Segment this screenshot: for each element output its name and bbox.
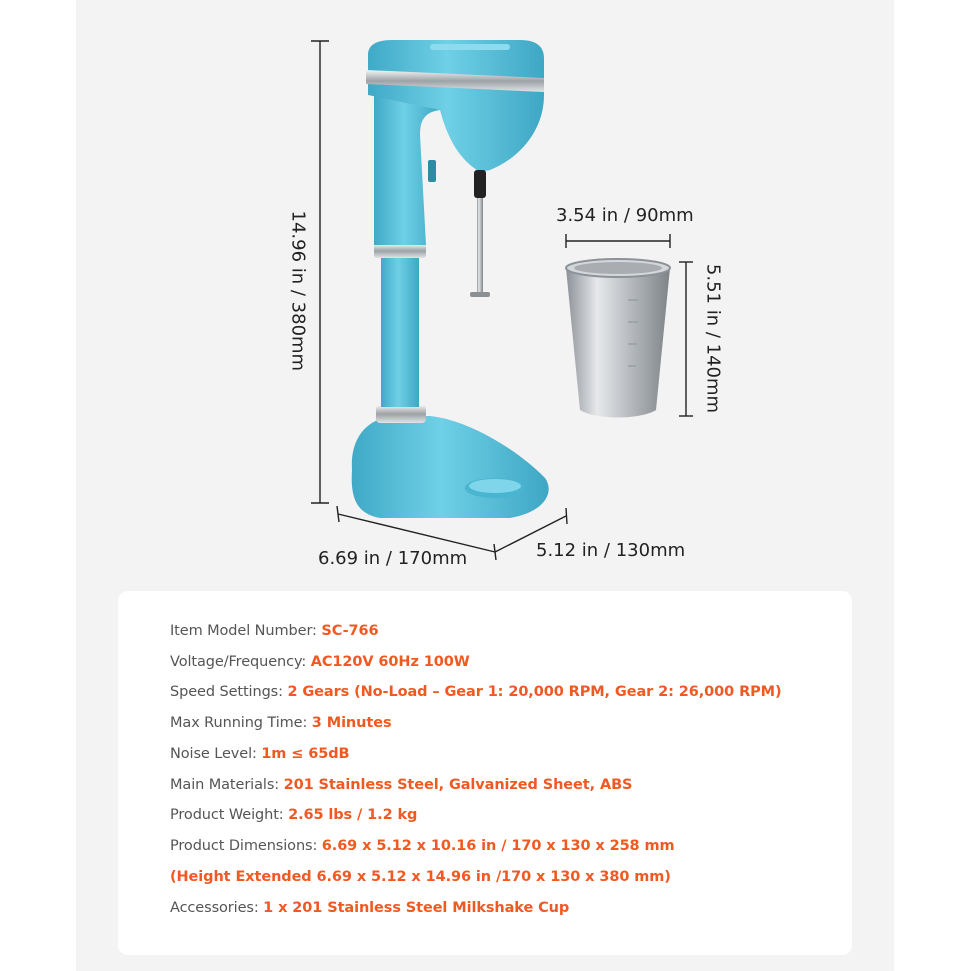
spec-value: (Height Extended 6.69 x 5.12 x 14.96 in /170 x 130 x 380 mm)	[170, 869, 671, 885]
spec-row-materials	[170, 777, 632, 793]
spec-row-model	[170, 623, 378, 639]
spec-label: Product Weight:	[170, 807, 289, 823]
cup-diameter-label: 3.54 in / 90mm	[556, 205, 694, 226]
spec-row-speed	[170, 684, 782, 700]
spec-value: 1m ≤ 65dB	[261, 746, 350, 762]
depth-dimension-label: 5.12 in / 130mm	[536, 540, 686, 561]
spec-label: Noise Level:	[170, 746, 262, 762]
spec-value: 3 Minutes	[311, 715, 392, 731]
spec-value: SC-766	[321, 623, 379, 639]
specifications-card	[118, 591, 852, 955]
stainless-cup	[566, 259, 670, 418]
spec-value: 201 Stainless Steel, Galvanized Sheet, ABS	[283, 777, 633, 793]
spec-row-noise	[170, 746, 349, 762]
spec-row-weight	[170, 807, 417, 823]
height-dimension-label: 14.96 in / 380mm	[287, 210, 309, 372]
spec-value: 1 x 201 Stainless Steel Milkshake Cup	[263, 900, 570, 916]
spec-row-running-time	[170, 715, 391, 731]
spec-row-voltage	[170, 654, 470, 670]
cup-height-label: 5.51 in / 140mm	[702, 263, 724, 414]
drink-mixer-machine	[352, 40, 549, 518]
width-dimension-label: 6.69 in / 170mm	[318, 548, 468, 569]
spec-label: Speed Settings:	[170, 684, 288, 700]
spec-value: 2 Gears (No-Load – Gear 1: 20,000 RPM, Gear 2: 26,000 RPM)	[287, 684, 782, 700]
spec-row-dimensions	[170, 838, 675, 854]
spec-label: Voltage/Frequency:	[170, 654, 311, 670]
spec-value: AC120V 60Hz 100W	[310, 654, 470, 670]
spec-row-accessories	[170, 900, 569, 916]
spec-row-extended-height	[170, 869, 671, 885]
spec-label: Item Model Number:	[170, 623, 322, 639]
spec-value: 6.69 x 5.12 x 10.16 in / 170 x 130 x 258 mm	[321, 838, 675, 854]
spec-label: Accessories:	[170, 900, 264, 916]
height-dimension-line	[311, 41, 329, 503]
spec-label: Max Running Time:	[170, 715, 312, 731]
spec-label: Product Dimensions:	[170, 838, 322, 854]
spec-value: 2.65 lbs / 1.2 kg	[288, 807, 418, 823]
spec-label: Main Materials:	[170, 777, 284, 793]
